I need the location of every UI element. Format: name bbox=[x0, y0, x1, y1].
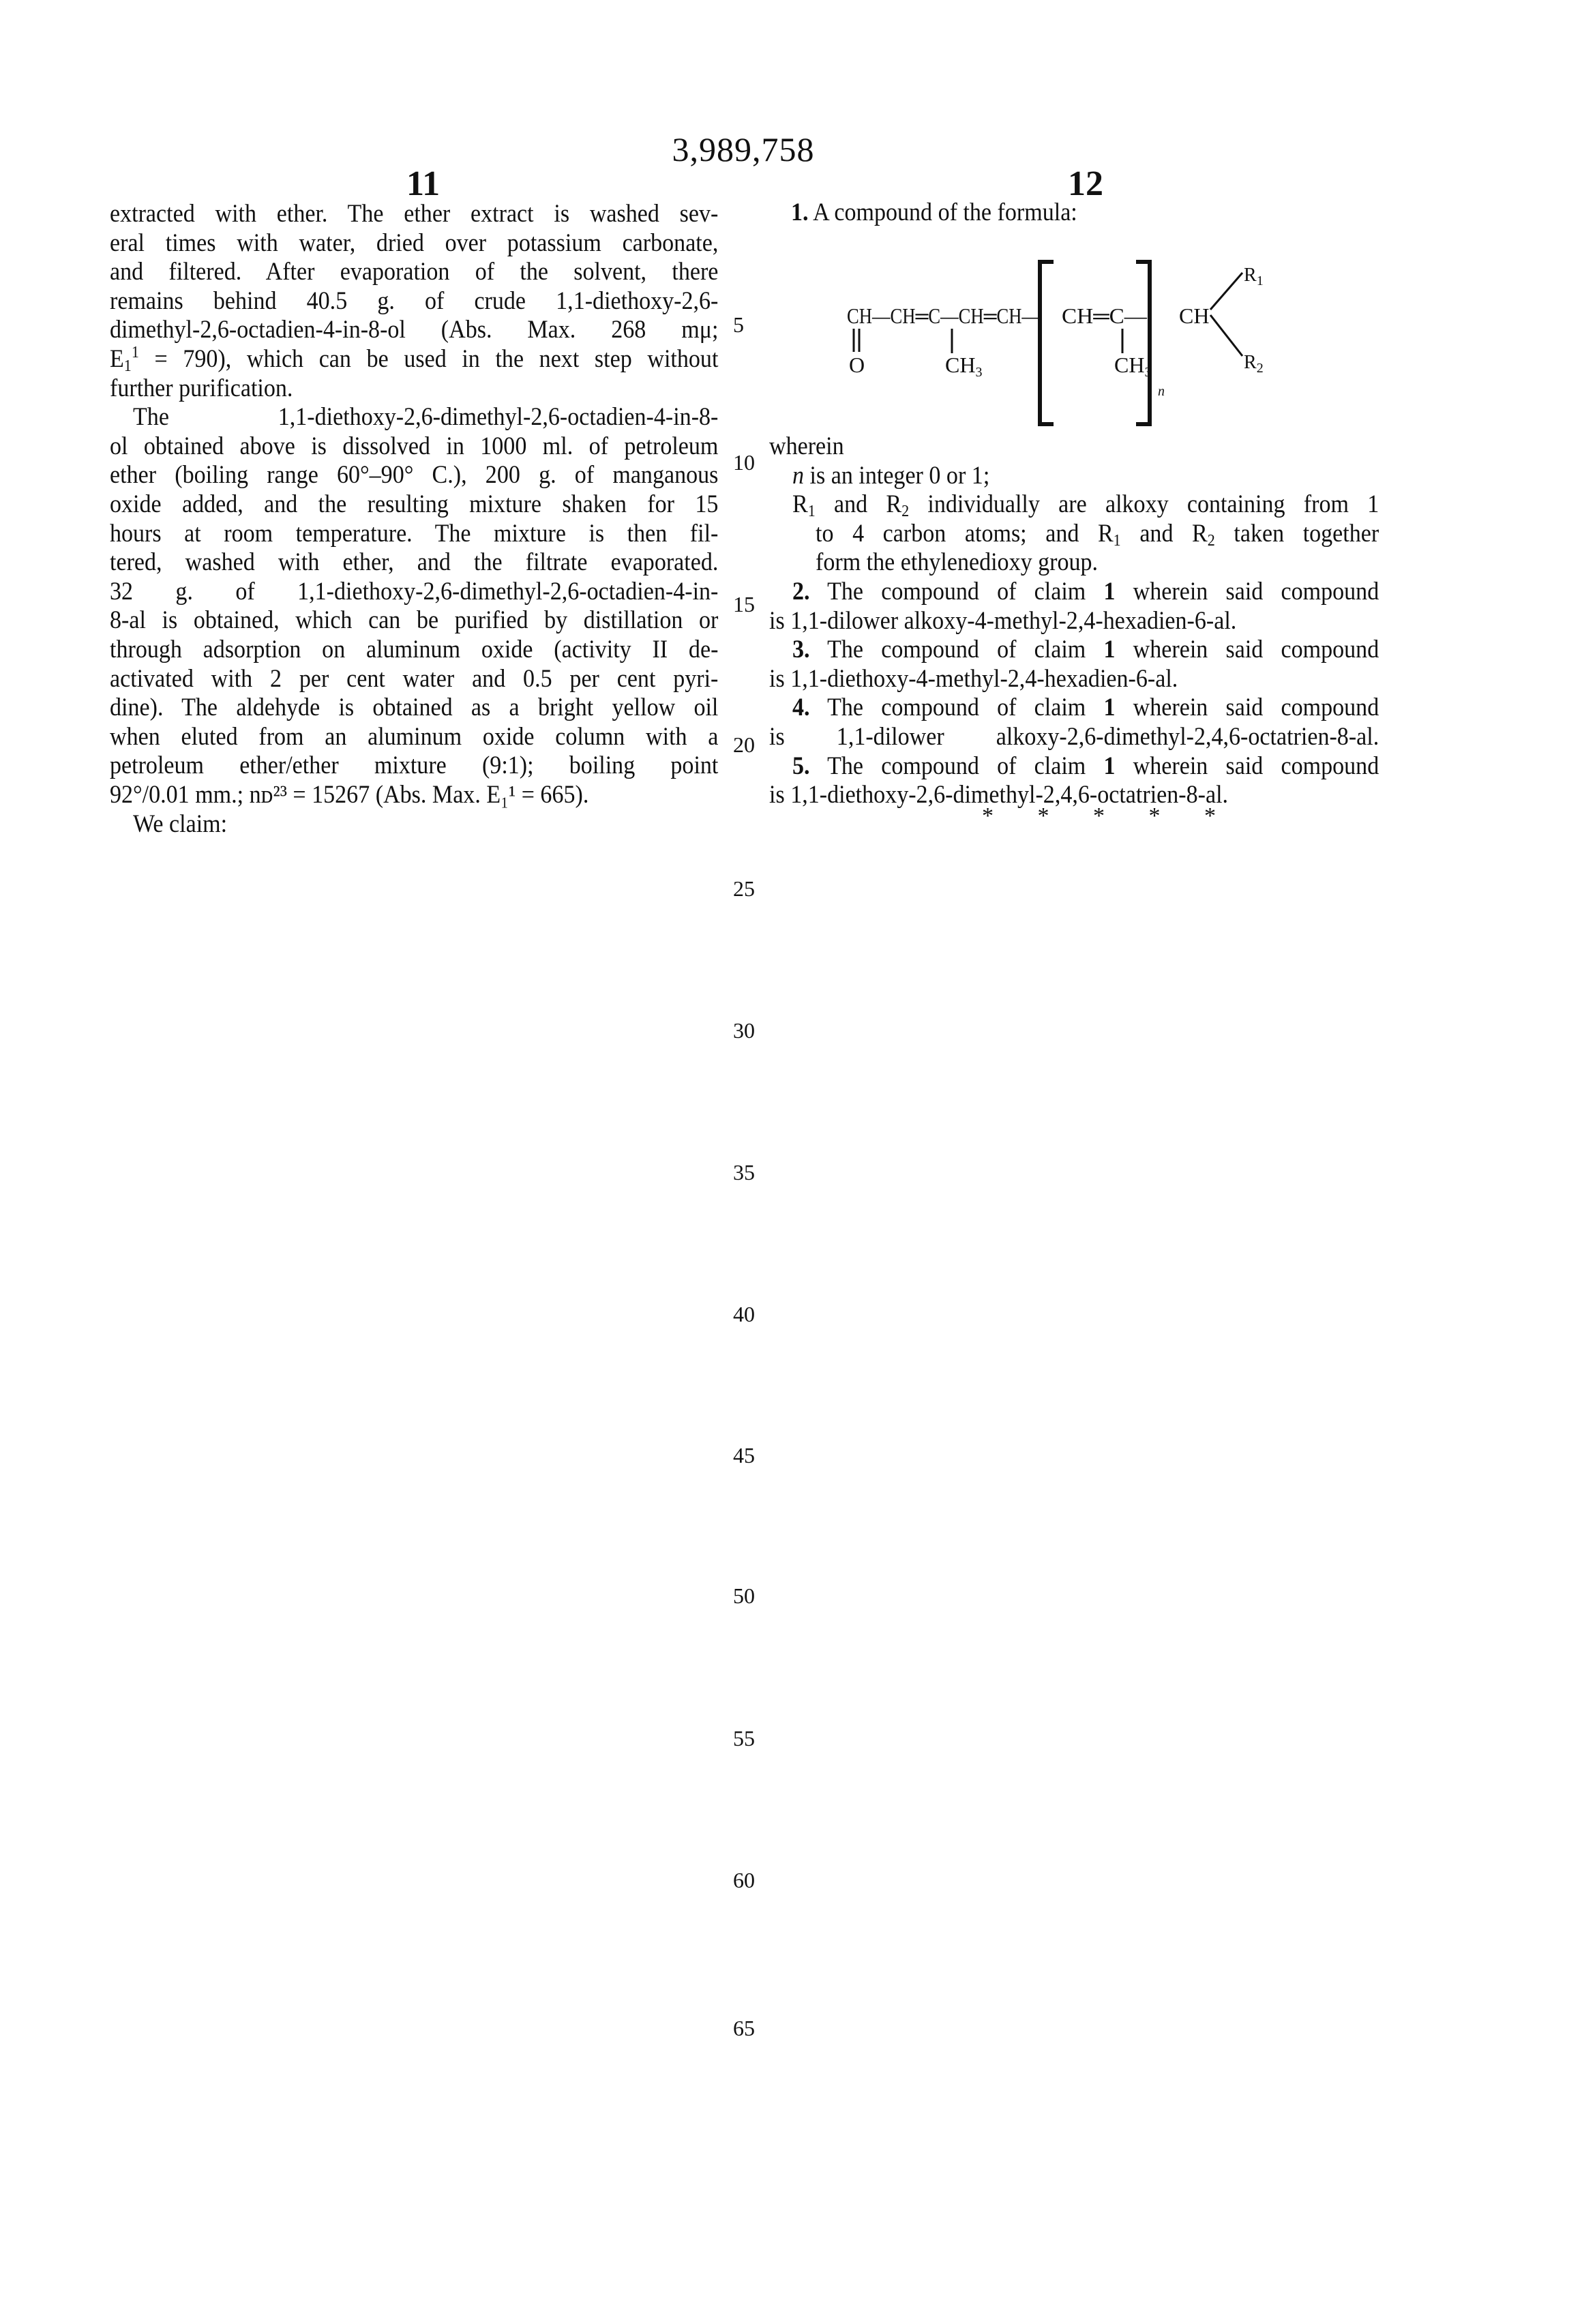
text-line: and filtered. After evaporation of the solvent, there bbox=[110, 257, 718, 286]
text-line: 2. The compound of claim 1 wherein said compound bbox=[792, 577, 1379, 606]
chemical-formula bbox=[818, 252, 1309, 436]
text-line: R1 and R2 individually are alkoxy containing from 1 bbox=[792, 490, 1379, 519]
text-line: remains behind 40.5 g. of crude 1,1-diethoxy-2,6- bbox=[110, 286, 718, 316]
text-line: activated with 2 per cent water and 0.5 per cent pyri- bbox=[110, 664, 718, 694]
formula-methyl-2: CH3 bbox=[1114, 353, 1151, 380]
formula-repeat-unit: CH═C— bbox=[1062, 303, 1148, 328]
text-line: 4. The compound of claim 1 wherein said compound bbox=[792, 693, 1379, 722]
claim-1-intro-text: A compound of the formula: bbox=[809, 198, 1077, 226]
line-number: 5 bbox=[733, 312, 744, 338]
text-line: dimethyl-2,6-octadien-4-in-8-ol (Abs. Max. 268 mμ; bbox=[110, 315, 718, 344]
text-line: oxide added, and the resulting mixture shaken for 15 bbox=[110, 490, 718, 519]
r2-bond-line bbox=[1210, 315, 1242, 356]
text-line: 5. The compound of claim 1 wherein said compound bbox=[792, 751, 1379, 781]
line-number: 20 bbox=[733, 732, 755, 758]
text-line: extracted with ether. The ether extract is washed sev- bbox=[110, 199, 718, 228]
claim-1-intro bbox=[791, 198, 1401, 227]
line-number: 40 bbox=[733, 1302, 755, 1327]
right-column-number: 12 bbox=[1068, 164, 1103, 204]
text-line: E11 = 790), which can be used in the next step without bbox=[110, 344, 718, 374]
formula-chain: CH—CH═C—CH═CH— bbox=[847, 303, 1041, 328]
formula-methyl-1: CH3 bbox=[945, 353, 982, 380]
text-line: The 1,1-diethoxy-2,6-dimethyl-2,6-octadien-4-in-8- bbox=[133, 402, 718, 432]
line-number: 45 bbox=[733, 1443, 755, 1468]
left-column-number: 11 bbox=[406, 164, 440, 204]
end-mark: * * * * * bbox=[982, 803, 1235, 829]
text-line: 8-al is obtained, which can be purified by distillation or bbox=[110, 606, 718, 635]
formula-subscript-n: n bbox=[1158, 384, 1165, 399]
formula-terminal-ch: CH bbox=[1179, 303, 1209, 328]
text-line: We claim: bbox=[133, 809, 718, 839]
r1-bond-line bbox=[1210, 273, 1242, 310]
text-line: is 1,1-dilower alkoxy-4-methyl-2,4-hexadien-6-al. bbox=[769, 606, 1379, 636]
text-line: 32 g. of 1,1-diethoxy-2,6-dimethyl-2,6-octadien-4-in- bbox=[110, 577, 718, 606]
claim-number: 1. bbox=[791, 198, 809, 226]
text-line: is 1,1-dilower alkoxy-2,6-dimethyl-2,4,6-octatrien-8-al. bbox=[769, 722, 1379, 751]
line-number: 15 bbox=[733, 592, 755, 617]
formula-oxygen: O bbox=[849, 353, 865, 377]
text-line: wherein bbox=[769, 432, 1379, 461]
text-line: hours at room temperature. The mixture is then fil- bbox=[110, 519, 718, 548]
text-line: is 1,1-diethoxy-4-methyl-2,4-hexadien-6-al. bbox=[769, 664, 1379, 694]
line-number: 30 bbox=[733, 1018, 755, 1043]
line-number: 25 bbox=[733, 876, 755, 902]
text-line: is 1,1-diethoxy-2,6-dimethyl-2,4,6-octatrien-8-al. bbox=[769, 780, 1379, 809]
line-number: 60 bbox=[733, 1868, 755, 1893]
text-line: further purification. bbox=[110, 374, 718, 403]
text-line: dine). The aldehyde is obtained as a bright yellow oil bbox=[110, 693, 718, 722]
patent-number: 3,989,758 bbox=[0, 130, 1487, 169]
text-line: n is an integer 0 or 1; bbox=[792, 461, 1379, 490]
text-line: form the ethylenedioxy group. bbox=[816, 548, 1379, 577]
text-line: tered, washed with ether, and the filtrate evaporated. bbox=[110, 548, 718, 577]
text-line: 3. The compound of claim 1 wherein said compound bbox=[792, 635, 1379, 664]
text-line: through adsorption on aluminum oxide (activity II de- bbox=[110, 635, 718, 664]
formula-r1: R1 bbox=[1244, 265, 1264, 288]
line-number: 10 bbox=[733, 450, 755, 475]
line-number: 65 bbox=[733, 2016, 755, 2041]
text-line: ether (boiling range 60°–90° C.), 200 g. of manganous bbox=[110, 460, 718, 490]
line-number: 50 bbox=[733, 1583, 755, 1609]
text-line: petroleum ether/ether mixture (9:1); boiling point bbox=[110, 751, 718, 780]
line-number: 55 bbox=[733, 1726, 755, 1751]
line-number: 35 bbox=[733, 1160, 755, 1185]
text-line: ol obtained above is dissolved in 1000 ml. of petroleum bbox=[110, 432, 718, 461]
text-line: 92°/0.01 mm.; nᴅ²³ = 15267 (Abs. Max. E₁¹ = 665). bbox=[110, 780, 718, 809]
formula-r2: R2 bbox=[1244, 352, 1264, 376]
right-bracket bbox=[1136, 262, 1150, 424]
text-line: when eluted from an aluminum oxide column with a bbox=[110, 722, 718, 751]
text-line: eral times with water, dried over potassium carbonate, bbox=[110, 228, 718, 258]
text-line: to 4 carbon atoms; and R1 and R2 taken together bbox=[816, 519, 1379, 548]
left-bracket bbox=[1040, 262, 1054, 424]
